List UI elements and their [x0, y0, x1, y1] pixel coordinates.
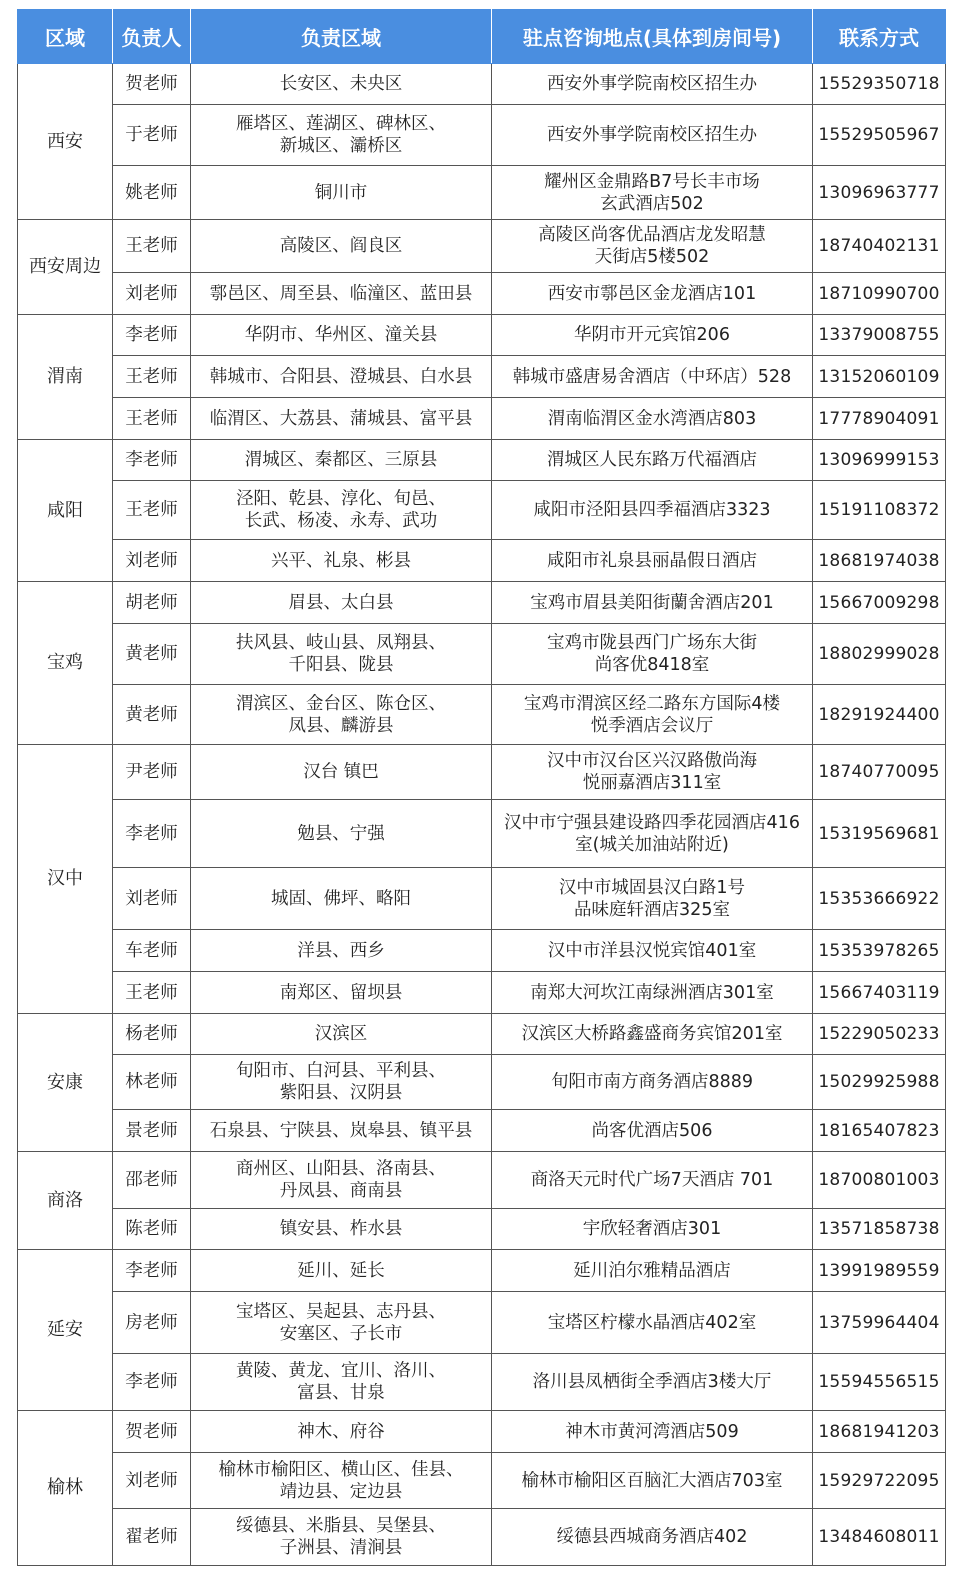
table-row	[18, 1509, 946, 1566]
region-cell: 渭南	[18, 315, 113, 440]
table-body	[18, 64, 946, 1566]
phone-cell: 15529350718	[813, 64, 946, 105]
table-row	[18, 273, 946, 315]
area-cell: 洋县、西乡	[191, 930, 492, 972]
region-cell: 榆林	[18, 1411, 113, 1566]
phone-cell: 15029925988	[813, 1055, 946, 1110]
phone-cell: 13571858738	[813, 1209, 946, 1250]
table-row	[18, 481, 946, 540]
area-cell: 长安区、未央区	[191, 64, 492, 105]
address-cell: 西安外事学院南校区招生办	[492, 64, 813, 105]
phone-cell: 15594556515	[813, 1354, 946, 1411]
table-row	[18, 1411, 946, 1453]
table-row	[18, 540, 946, 582]
address-cell: 洛川县凤栖街全季酒店3楼大厅	[492, 1354, 813, 1411]
table-row	[18, 624, 946, 685]
table-row	[18, 868, 946, 930]
person-cell: 尹老师	[113, 745, 191, 800]
region-cell: 西安	[18, 64, 113, 220]
address-cell: 旬阳市南方商务酒店8889	[492, 1055, 813, 1110]
address-cell: 高陵区尚客优品酒店龙发昭慧 天街店5楼502	[492, 220, 813, 273]
area-cell: 兴平、礼泉、彬县	[191, 540, 492, 582]
phone-cell: 18740402131	[813, 220, 946, 273]
person-cell: 王老师	[113, 481, 191, 540]
person-cell: 翟老师	[113, 1509, 191, 1566]
table-row	[18, 930, 946, 972]
table-row	[18, 398, 946, 440]
person-cell: 邵老师	[113, 1152, 191, 1209]
person-cell: 王老师	[113, 972, 191, 1014]
area-cell: 鄠邑区、周至县、临潼区、蓝田县	[191, 273, 492, 315]
region-cell: 汉中	[18, 745, 113, 1014]
person-cell: 胡老师	[113, 582, 191, 624]
person-cell: 刘老师	[113, 868, 191, 930]
address-cell: 宝鸡市陇县西门广场东大街 尚客优8418室	[492, 624, 813, 685]
person-cell: 黄老师	[113, 685, 191, 745]
table-row	[18, 800, 946, 868]
address-cell: 绥德县西城商务酒店402	[492, 1509, 813, 1566]
region-cell: 延安	[18, 1250, 113, 1411]
phone-cell: 15667009298	[813, 582, 946, 624]
person-cell: 刘老师	[113, 1453, 191, 1509]
address-cell: 南郑大河坎江南绿洲酒店301室	[492, 972, 813, 1014]
address-cell: 宇欣轻奢酒店301	[492, 1209, 813, 1250]
phone-cell: 18291924400	[813, 685, 946, 745]
address-cell: 渭城区人民东路万代福酒店	[492, 440, 813, 481]
table-row	[18, 1209, 946, 1250]
person-cell: 李老师	[113, 315, 191, 356]
address-cell: 神木市黄河湾酒店509	[492, 1411, 813, 1453]
person-cell: 王老师	[113, 220, 191, 273]
contact-table	[17, 9, 946, 1566]
header-person: 负责人	[113, 10, 191, 64]
phone-cell: 13484608011	[813, 1509, 946, 1566]
area-cell: 南郑区、留坝县	[191, 972, 492, 1014]
phone-cell: 13379008755	[813, 315, 946, 356]
table-row	[18, 1453, 946, 1509]
area-cell: 渭城区、秦都区、三原县	[191, 440, 492, 481]
address-cell: 商洛天元时代广场7天酒店 701	[492, 1152, 813, 1209]
area-cell: 石泉县、宁陕县、岚皋县、镇平县	[191, 1110, 492, 1152]
table-row	[18, 745, 946, 800]
phone-cell: 18740770095	[813, 745, 946, 800]
address-cell: 宝塔区柠檬水晶酒店402室	[492, 1292, 813, 1354]
area-cell: 神木、府谷	[191, 1411, 492, 1453]
phone-cell: 15191108372	[813, 481, 946, 540]
table-row	[18, 440, 946, 481]
person-cell: 姚老师	[113, 166, 191, 220]
person-cell: 杨老师	[113, 1014, 191, 1055]
address-cell: 西安市鄠邑区金龙酒店101	[492, 273, 813, 315]
person-cell: 黄老师	[113, 624, 191, 685]
phone-cell: 13991989559	[813, 1250, 946, 1292]
table-row	[18, 1250, 946, 1292]
person-cell: 于老师	[113, 105, 191, 166]
area-cell: 铜川市	[191, 166, 492, 220]
person-cell: 王老师	[113, 356, 191, 398]
person-cell: 贺老师	[113, 64, 191, 105]
area-cell: 渭滨区、金台区、陈仓区、 凤县、麟游县	[191, 685, 492, 745]
phone-cell: 15929722095	[813, 1453, 946, 1509]
address-cell: 汉中市汉台区兴汉路傲尚海 悦丽嘉酒店311室	[492, 745, 813, 800]
phone-cell: 15319569681	[813, 800, 946, 868]
region-cell: 宝鸡	[18, 582, 113, 745]
table-row	[18, 166, 946, 220]
person-cell: 王老师	[113, 398, 191, 440]
area-cell: 商州区、山阳县、洛南县、 丹凤县、商南县	[191, 1152, 492, 1209]
header-region: 区域	[18, 10, 113, 64]
area-cell: 勉县、宁强	[191, 800, 492, 868]
area-cell: 旬阳市、白河县、平利县、 紫阳县、汉阴县	[191, 1055, 492, 1110]
address-cell: 西安外事学院南校区招生办	[492, 105, 813, 166]
person-cell: 林老师	[113, 1055, 191, 1110]
phone-cell: 18700801003	[813, 1152, 946, 1209]
address-cell: 咸阳市泾阳县四季福酒店3323	[492, 481, 813, 540]
address-cell: 尚客优酒店506	[492, 1110, 813, 1152]
phone-cell: 18802999028	[813, 624, 946, 685]
table-row	[18, 685, 946, 745]
person-cell: 李老师	[113, 800, 191, 868]
area-cell: 扶风县、岐山县、凤翔县、 千阳县、陇县	[191, 624, 492, 685]
table-row	[18, 220, 946, 273]
area-cell: 延川、延长	[191, 1250, 492, 1292]
area-cell: 眉县、太白县	[191, 582, 492, 624]
phone-cell: 13096999153	[813, 440, 946, 481]
area-cell: 宝塔区、吴起县、志丹县、 安塞区、子长市	[191, 1292, 492, 1354]
phone-cell: 15529505967	[813, 105, 946, 166]
address-cell: 宝鸡市渭滨区经二路东方国际4楼 悦季酒店会议厅	[492, 685, 813, 745]
header-phone: 联系方式	[813, 10, 946, 64]
area-cell: 临渭区、大荔县、蒲城县、富平县	[191, 398, 492, 440]
person-cell: 李老师	[113, 1354, 191, 1411]
phone-cell: 18165407823	[813, 1110, 946, 1152]
header-address: 驻点咨询地点(具体到房间号)	[492, 10, 813, 64]
table-row	[18, 582, 946, 624]
phone-cell: 15667403119	[813, 972, 946, 1014]
table-row	[18, 1055, 946, 1110]
phone-cell: 15353978265	[813, 930, 946, 972]
area-cell: 泾阳、乾县、淳化、旬邑、 长武、杨凌、永寿、武功	[191, 481, 492, 540]
area-cell: 城固、佛坪、略阳	[191, 868, 492, 930]
header-row	[18, 10, 946, 64]
table-row	[18, 1354, 946, 1411]
area-cell: 华阴市、华州区、潼关县	[191, 315, 492, 356]
address-cell: 耀州区金鼎路B7号长丰市场 玄武酒店502	[492, 166, 813, 220]
table-row	[18, 64, 946, 105]
phone-cell: 18681974038	[813, 540, 946, 582]
header-area: 负责区域	[191, 10, 492, 64]
person-cell: 刘老师	[113, 540, 191, 582]
phone-cell: 13152060109	[813, 356, 946, 398]
address-cell: 宝鸡市眉县美阳街蘭舍酒店201	[492, 582, 813, 624]
phone-cell: 18681941203	[813, 1411, 946, 1453]
table-row	[18, 356, 946, 398]
phone-cell: 13096963777	[813, 166, 946, 220]
region-cell: 安康	[18, 1014, 113, 1152]
region-cell: 西安周边	[18, 220, 113, 315]
person-cell: 车老师	[113, 930, 191, 972]
phone-cell: 15229050233	[813, 1014, 946, 1055]
area-cell: 镇安县、柞水县	[191, 1209, 492, 1250]
phone-cell: 15353666922	[813, 868, 946, 930]
table-row	[18, 972, 946, 1014]
area-cell: 韩城市、合阳县、澄城县、白水县	[191, 356, 492, 398]
person-cell: 房老师	[113, 1292, 191, 1354]
phone-cell: 18710990700	[813, 273, 946, 315]
area-cell: 汉台 镇巴	[191, 745, 492, 800]
address-cell: 渭南临渭区金水湾酒店803	[492, 398, 813, 440]
person-cell: 景老师	[113, 1110, 191, 1152]
area-cell: 高陵区、阎良区	[191, 220, 492, 273]
area-cell: 榆林市榆阳区、横山区、佳县、 靖边县、定边县	[191, 1453, 492, 1509]
address-cell: 延川泊尔雅精品酒店	[492, 1250, 813, 1292]
address-cell: 汉中市城固县汉白路1号 品味庭轩酒店325室	[492, 868, 813, 930]
phone-cell: 13759964404	[813, 1292, 946, 1354]
address-cell: 咸阳市礼泉县丽晶假日酒店	[492, 540, 813, 582]
area-cell: 汉滨区	[191, 1014, 492, 1055]
person-cell: 李老师	[113, 440, 191, 481]
table-row	[18, 315, 946, 356]
address-cell: 华阴市开元宾馆206	[492, 315, 813, 356]
region-cell: 咸阳	[18, 440, 113, 582]
address-cell: 韩城市盛唐易舍酒店（中环店）528	[492, 356, 813, 398]
address-cell: 汉中市宁强县建设路四季花园酒店416 室(城关加油站附近)	[492, 800, 813, 868]
area-cell: 绥德县、米脂县、吴堡县、 子洲县、清涧县	[191, 1509, 492, 1566]
table-row	[18, 105, 946, 166]
person-cell: 陈老师	[113, 1209, 191, 1250]
table-row	[18, 1152, 946, 1209]
table-row	[18, 1014, 946, 1055]
area-cell: 黄陵、黄龙、宜川、洛川、 富县、甘泉	[191, 1354, 492, 1411]
person-cell: 刘老师	[113, 273, 191, 315]
phone-cell: 17778904091	[813, 398, 946, 440]
table-row	[18, 1110, 946, 1152]
person-cell: 李老师	[113, 1250, 191, 1292]
address-cell: 汉滨区大桥路鑫盛商务宾馆201室	[492, 1014, 813, 1055]
person-cell: 贺老师	[113, 1411, 191, 1453]
address-cell: 汉中市洋县汉悦宾馆401室	[492, 930, 813, 972]
region-cell: 商洛	[18, 1152, 113, 1250]
area-cell: 雁塔区、莲湖区、碑林区、 新城区、灞桥区	[191, 105, 492, 166]
address-cell: 榆林市榆阳区百脑汇大酒店703室	[492, 1453, 813, 1509]
table-row	[18, 1292, 946, 1354]
